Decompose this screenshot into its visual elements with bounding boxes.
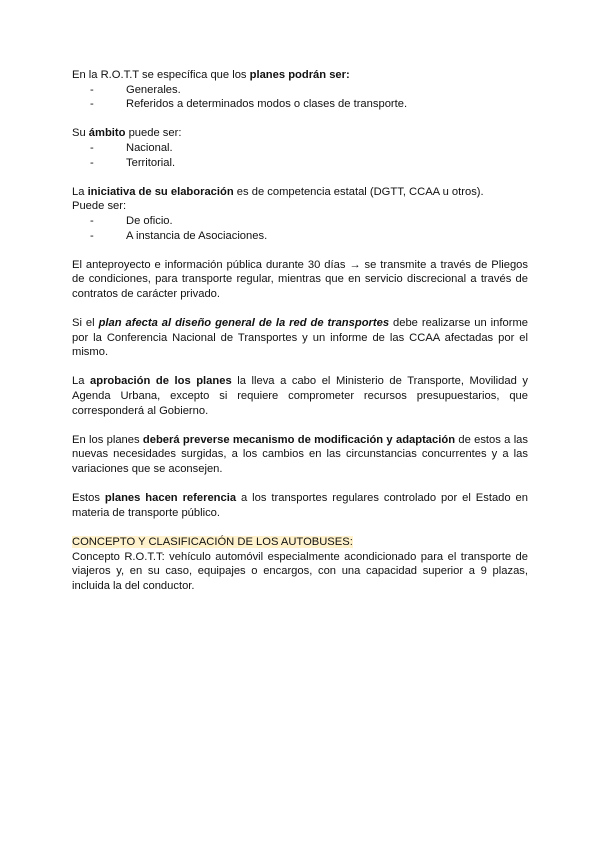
autobuses-concepto-paragraph: Concepto R.O.T.T: vehículo automóvil especialmente acondicionado para el transporte de viajeros y, en su caso, equipajes o encargos, con una capacidad superior a 9 plazas, incluida la del conductor. (72, 550, 528, 592)
list-item: - A instancia de Asociaciones. (90, 229, 528, 244)
planes-intro-bold: planes podrán ser: (249, 69, 350, 81)
puede-ser-label: Puede ser: (72, 200, 127, 213)
aprobacion-paragraph (72, 374, 528, 418)
autobuses-heading (72, 535, 528, 550)
ambito-pre: Su (72, 127, 89, 140)
list-item: - Territorial. (90, 156, 528, 171)
planes-intro-text: En la R.O.T.T se específica que los (72, 69, 250, 81)
iniciativa-pre: La (72, 185, 88, 198)
list-item: - De oficio. (90, 214, 528, 229)
planes-list (72, 83, 528, 112)
referencia-pre: Estos (72, 492, 105, 505)
list-item: - Referidos a determinados modos o clases de transporte. (90, 97, 528, 112)
ambito-post: puede ser: (125, 127, 182, 140)
plan-afecta-paragraph (72, 316, 528, 360)
plan-afecta-pre: Si el (72, 317, 99, 330)
autobuses-heading-text: CONCEPTO Y CLASIFICACIÓN DE LOS AUTOBUSES: (72, 536, 353, 548)
aprobacion-pre: La (72, 375, 91, 388)
modificacion-pre: En los planes (72, 433, 143, 446)
aprobacion-bold: aprobación de los planes (90, 375, 232, 388)
anteproyecto-paragraph: El anteproyecto e información pública durante 30 días → se transmite a través de Pliegos de condiciones, para transporte regular, mientras que en servicio discrecional a través de contratos de carácter privado. (72, 258, 528, 300)
modificacion-bold: deberá preverse mecanismo de modificación y adaptación (142, 433, 456, 446)
referencia-post: a los transportes regulares controlado por el Estado en materia de transporte público. (72, 492, 529, 519)
list-item: - Generales. (90, 83, 528, 98)
iniciativa-intro (72, 185, 528, 200)
plan-afecta-emphasis: plan afecta al diseño general de la red de transportes (98, 317, 390, 330)
iniciativa-post: es de competencia estatal (DGTT, CCAA u otros). (233, 185, 484, 198)
referencia-bold: planes hacen referencia (104, 492, 237, 505)
list-item: - Nacional. (90, 141, 528, 156)
ambito-intro (72, 126, 528, 141)
document-page (72, 68, 528, 593)
aprobacion-post: la lleva a cabo el Ministerio de Transporte, Movilidad y Agenda Urbana, excepto si requiere comprometer recursos presupuestarios, que corresponderá al Gobierno. (72, 375, 528, 417)
iniciativa-list (72, 214, 528, 243)
ambito-bold: ámbito (88, 127, 126, 140)
planes-intro (72, 68, 528, 83)
iniciativa-bold: iniciativa de su elaboración (87, 185, 234, 198)
ambito-list (72, 141, 528, 170)
plan-afecta-post: debe realizarse un informe por la Conferencia Nacional de Transportes y un informe de las CCAA afectadas por el mismo. (72, 317, 528, 359)
modificacion-paragraph (72, 433, 528, 477)
referencia-paragraph (72, 491, 528, 520)
modificacion-post: de estos a las nuevas necesidades surgidas, a los cambios en las circunstancias concurrentes y a las variaciones que se aconsejen. (72, 433, 528, 476)
